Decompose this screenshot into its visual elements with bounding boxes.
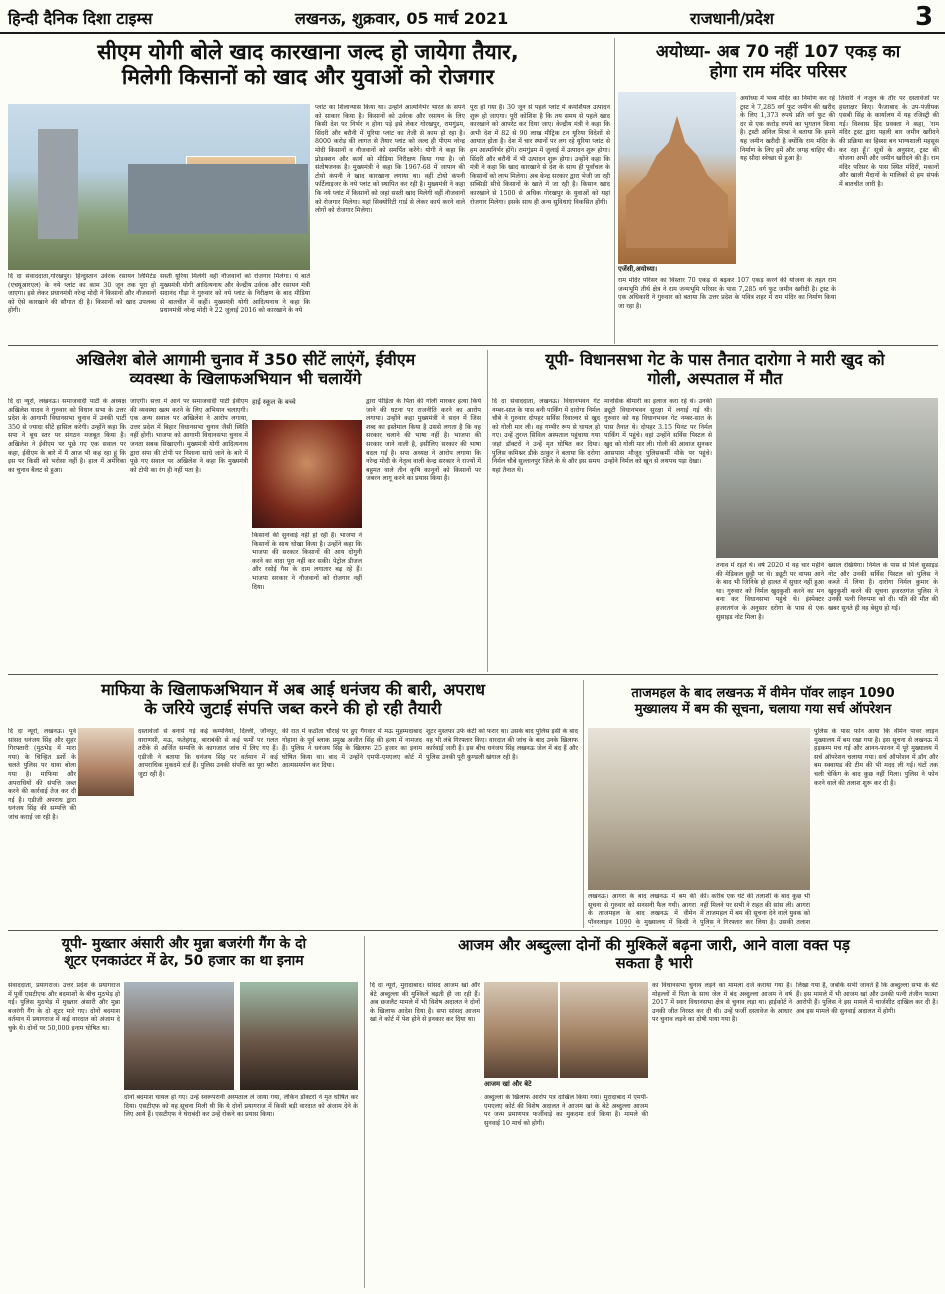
story8-col3: का विधानसभा चुनाव लड़ने का मामला दर्ज कराया गया है। मोहल्लों में पिता के साथ जेल में बंद अब्दुल्ला आजम ने वर्ष 2017 में स्वार विधानसभा क्षेत्र से चुनाव लड़ा था। हाईकोर्ट ने उनकी जीत निरस्त कर दी थी। उन्हें फर्जी दस्तावेज के आधार पर चुनाव लड़ने का दोषी पाया गया है। (652, 982, 792, 1024)
story1-col1: दि दा संवाददाता,गोरखपुर। हिन्दुस्तान उर्वरक रसायन लिमिटेड (एचयूआरएल) के नये प्लांट का काम 30 जून तक पूरा हो जाएगा। इसे लेकर प्रधानमंत्री नरेन्द्र मोदी ने किसानों और नौजवानों को ऐसे कारखाने की सौगात दी है। किसानों को खाद उपलब्ध होगी। (8, 273, 156, 315)
story4-col4: ख्याल रखियेगा। निर्मल के पास से मिले सुसाइड नोट और उनकी सर्विस पिस्टल को पुलिस ने कब्जे में लिया है। दारोगा निर्मल कुमार के खुदकुशी करने की सूचना हजरतगंज पुलिस ने उनकी पत्नी निरुपमा को दी। पति की मौत की खबर सुनते ही वह बेसुध हो गईं। (828, 562, 938, 612)
story6-headline (588, 686, 938, 717)
story1-headline-line2: मिलेगी किसानों को खाद और युवाओं को रोजगार (121, 65, 495, 90)
story1-col4: पूरा हो गया है। 30 जून से पहले प्लांट में कमर्शियल उत्पादन शुरू हो जाएगा। पूरी कोशिश है कि तय समय से पहले खाद कारखाने को आपरेट कर दिया जाए। केन्द्रीय मंत्री ने कहा कि अभी देश में 82 से 90 लाख मीट्रिक टन यूरिया विदेशों से आयात होता है। देश में चार स्थानों पर लग रहे यूरिया प्लांट से हम आत्मनिर्भर होंगे। रामगुंडम में जुलाई में उत्पादन शुरू होगा। सिंदरी और बरौनी में भी उत्पादन शुरू होगा। उन्होंने कहा कि मंत्री ने कहा कि खाद कारखाने से देश के साथ ही पूर्वांचल के किसानों को लाभ मिलेगा। अब केन्द्र सरकार द्वारा भेजी जा रही सब्सिडी सीधे किसानों के खाते में जा रही है। किसान खाद कारखाने से 1500 से अधिक गोरखपुर के युवाओं को यहां रोजगार मिलेगा। इसके साथ ही अन्य सुविधाएं विकसित होंगी। (470, 104, 610, 206)
story6-col3: पुलिस के पास फोन आया कि वीमेन पावर लाइन मुख्यालय में बम रखा गया है। इस सूचना से लखनऊ में हड़कम्प मच गई और आनन-फानन में पूरे मुख्यालय में सर्च ऑपरेशन चलाया गया। सर्च ऑपरेशन में डॉग और बम स्क्वायड की टीम की भी मदद ली गई। घंटों तक चली चेकिंग के बाद कुछ नहीं मिला। पुलिस ने फोन करने वाले की तलाश शुरू कर दी है। (814, 728, 938, 787)
akhilesh-photo (252, 420, 362, 528)
story6-headline-line2: मुख्यालय में बम की सूचना, चलाया गया सर्च ऑपरेशन (634, 701, 892, 717)
section-rule-3 (8, 930, 938, 931)
story4-headline-line2: गोली, अस्पताल में मौत (647, 369, 783, 389)
story7-headline (8, 936, 360, 970)
story8-image-caption: आजम खां और बेटे (484, 1080, 532, 1088)
story4-headline (492, 350, 938, 388)
office-photo (588, 728, 810, 890)
story3-image-caption: हाई स्कूल के बच्चे (252, 398, 296, 406)
section-label: राजधानी/प्रदेश (690, 9, 774, 28)
story7-col2: दोनों बदमाश घायल हो गए। उन्हें स्वरूपरानी अस्पताल ले जाया गया, लेकिन डॉक्टरों ने मृत घोषित कर दिया। एसटीएफ को यह सूचना मिली थी कि ये दोनों प्रयागराज में किसी बड़ी वारदात को अंजाम देने के लिए आये हैं। एसटीएफ ने घेराबंदी कर उन्हें रोकने का प्रयास किया। (124, 1094, 358, 1119)
story4-col3: तनाव में रहते थे। वर्ष 2020 में वह चार महीने की मेडिकल छुट्टी पर थे। ड्यूटी पर वापस आने के बाद भी जिनिके हो हालत में सुधार नहीं हुआ था। गुरुवार को निर्मल खुदकुशी करने का मन बना कर विधानसभा पहुंचे थे। इंस्पेक्टर हजरतगंज के अनुसार दरोगा के पास से एक सुसाइड नोट मिला है। (716, 562, 824, 621)
story4-col1: दि दा संवाददाता, लखनऊ। विधानभवन गेट नम्बर-सात के पास बनी पार्किंग में दारोगा निर्मल चौबे ने गुरुवार दोपहर सर्विस रिवाल्वर से खुद को गोली मार ली। वह गम्भीर रूप से घायल हो गए। उन्हें तुरन्त सिविल अस्पताल पहुंचाया गया जहां डॉक्टरों ने उन्हें मृत घोषित कर दिया। पुलिस कमिश्नर डीके ठाकुर ने बताया कि दरोगा निर्मल चौबे सुल्तानपुर जिले के थे और इस समय यहां तैनात थे। (492, 398, 600, 474)
section-rule-1 (8, 345, 938, 346)
story8-col1: दि दा न्यूरो, मुरादाबाद। सांसद आजम खां और बेटे अब्दुल्ला की मुश्किलें बढ़ती ही जा रही हैं। अब छजलैट मामले में भी विशेष अदालत ने दोनों के खिलाफ आदेश दिया है। सपा सांसद आजम खां ने कोर्ट में पेश होने से इनकार कर दिया था। (370, 982, 480, 1024)
story5-headline (8, 680, 578, 718)
ram-temple-photo (618, 92, 736, 264)
story1-headline (8, 40, 608, 90)
paper-name: हिन्दी दैनिक दिशा टाइम्स (8, 9, 153, 28)
shooter2-photo (240, 982, 358, 1090)
story3-col3: द्वारा पीड़िता के पिता की गोली मारकर हत्या किये जाने की घटना पर राजनीति करने का आरोप लगाया। उन्होंने कहा मुख्यमंत्री ने सदन में जिस शब्द का इस्तेमाल किया है उससे लगता है कि वह सरकार चलाने की भाषा नहीं है। भाजपा की सरकार जाने वाली है, इसीलिए सरकार की भाषा बदल गई है। सपा अध्यक्ष ने आरोप लगाया कि नरेन्द्र मोदी के नेतृत्व वाली केन्द्र सरकार ने राज्यों में बहुमत वाले तीन कृषि कानूनों को किसानों पर जबरन लागू करने का प्रयास किया है। (366, 398, 481, 483)
temple-model-shape (626, 116, 728, 248)
story2-col-bottom: राम मंदिर परिसर का विस्तार 70 एकड़ से बढ़कर 107 एकड़ करने की योजना के तहत राम जन्मभूमि तीर्थ क्षेत्र ने राम जन्मभूमि परिसर के पास 7,285 वर्ग फुट जमीन खरीदी है। ट्रस्ट के एक अधिकारी ने गुरुवार को बताया कि उत्तर प्रदेश के पवित्र शहर में राम मंदिर का निर्माण किया जा रहा है। (618, 277, 836, 310)
story8-col4: लिखा गया है, जबकि सभी जानते हैं कि अब्दुल्ला सभा के बेटे हैं। इस मामले में भी आजम खां और उनकी पत्नी तंजीन फात्मा आरोपी हैं। पुलिस ने इस मामले में चार्जशीट दाखिल कर दी है। अब इस मामले की सुनवाई अदालत में होगी। (796, 982, 938, 1015)
story8-headline-line2: सकता है भारी (615, 954, 693, 972)
story7-headline-line1: यूपी- मुख्तार अंसारी और मुन्ना बजरंगी गैंग के दो (61, 936, 307, 952)
column-divider (487, 350, 488, 672)
story3-col4: किसानों की सुनवाई नहीं हो रही है। भाजपा ने किसानों के साथ धोखा किया है। उन्होंने कहा कि भाजपा की सरकार किसानों की आय दोगुनी करने का वादा पूरा नहीं कर सकी। पेट्रोल डीजल और रसोई गैस के दाम लगातार बढ़ रहे हैं। भाजपा सरकार ने नौजवानों को रोजगार नहीं दिया। (252, 532, 362, 591)
story3-headline-line1: अखिलेश बोले आगामी चुनाव में 350 सीटें लाएंगें, ईवीएम (75, 350, 416, 369)
story4-headline-line1: यूपी- विधानसभा गेट के पास तैनात दारोगा ने मारी खुद को (545, 350, 885, 369)
story1-col2: सस्ती यूरिया मिलेगी वहीं नौजवानों को रोजगार मिलेगा। ये बातें मुख्यमंत्री योगी आदित्यनाथ और केन्द्रीय उर्वरक और रसायन मंत्री सदानंद गौड़ा ने गुरुवार को नये प्लांट के निरीक्षण के बाद मीडिया से बातचीत में कहीं। मुख्यमंत्री योगी आदित्यनाथ ने कहा कि प्रधानमंत्री नरेन्द्र मोदी ने 22 जुलाई 2016 को कारखाने के नये (160, 273, 310, 315)
story5-col4: शूटर मुस्तफा उर्फ कंटी को फरार था। उसके बाद पुलिस इसी के बाद वह भी लंबे गिरफ्तार किए। वारदात की जांच के बाद उनके खिलाफ कार्रवाई जारी है। इस बीच धनंजय सिंह लखनऊ जेल में बंद हैं और पुलिस उनकी पूरी कुण्डली खंगाल रही है। (426, 728, 578, 761)
dateline: लखनऊ, शुक्रवार, 05 मार्च 2021 (295, 9, 509, 28)
dhananjay-portrait (78, 728, 134, 796)
story3-headline-line2: व्यवस्था के खिलाफअभियान भी चलायेंगे (129, 369, 362, 389)
story5-col2: दस्तावेजों से बनाये गई कई कम्पनियां, दिल्ली, जौनपुर, वाराणसी, मऊ, फतेहगढ़, बाराबंकी से कई फर्मों पर गलत तरीके से अर्जित सम्पत्ति के कागजात जांच में लिए गए हैं। एडीजी ने बताया कि धनंजय सिंह पर वर्तमान में कई आपराधिक मुकदमे दर्ज हैं। पुलिस उनकी संपत्ति का पूरा ब्यौरा जुटा रही है। (138, 728, 278, 778)
story2-headline-line1: अयोध्या- अब 70 नहीं 107 एकड़ का (655, 42, 901, 62)
factory-photo (8, 104, 310, 270)
story2-headline (618, 42, 938, 83)
story3-headline (8, 350, 483, 388)
section-rule-2 (8, 674, 938, 675)
story7-headline-line2: शूटर एनकाउंटर में ढेर, 50 हजार का था इनाम (64, 952, 304, 969)
story1-headline-line1: सीएम योगी बोले खाद कारखाना जल्द हो जायेगा तैयार, (97, 40, 519, 64)
story2-col2: तिवारी ने नजूल के तौर पर दस्तावेजों पर हस्ताक्षर किए। फैजाबाद के उप-पंजीयक एसबी सिंह के कार्यालय में यह रजिस्ट्री की गई। विश्वास हिंद प्रवक्ता ने कहा, 'राम मंदिर ट्रस्ट द्वारा पहली बार जमीन खरीदने की प्रक्रिया का हिस्सा बन भाग्यशाली महसूस कर रहा हूँ।' सूत्रों के अनुसार, ट्रस्ट की योजना अभी और जमीन खरीदने की है। राम मंदिर परिसर के पास स्थित मंदिरों, मकानों और खाली मैदानों के मालिकों से हम संपर्क में बातचीत जारी है। (839, 95, 939, 188)
story2-headline-line2: होगा राम मंदिर परिसर (709, 62, 847, 83)
yogi-inset-photo (186, 156, 296, 220)
story5-headline-line1: माफिया के खिलाफअभियान में अब आई धनंजय की बारी, अपराध (101, 680, 485, 699)
story6-col2: की। करीब एक घंटे की तलाशी के बाद कुछ भी नहीं मिलने पर सभी ने राहत की सांस ली। आगरा में ताजमहल में बम की सूचना देने वाले युवक को पुलिस ने गिरफ्तार कर लिया है। उसकी तलाश (700, 893, 810, 926)
masthead (0, 0, 945, 34)
story2-image-caption: एजेंसी,अयोध्या। (618, 265, 658, 273)
story8-headline (370, 936, 938, 972)
story5-headline-line2: के जरिये जुटाई संपत्ति जब्त करने की हो रही तैयारी (144, 699, 442, 719)
story2-col1: अयोध्या में भव्य मंदिर का निर्माण कर रहे ट्रस्ट ने 7,285 वर्ग फुट जमीन की खरीद के लिए 1,373 रुपये प्रति वर्ग फुट की दर से एक करोड़ रुपये का भुगतान किया है। ट्रस्टी अनिल मिश्रा ने बताया कि हमने यह जमीन खरीदी है क्योंकि राम मंदिर के निर्माण के लिए हमें और जगह चाहिए थी। यह सौदा स्वेच्छा से हुआ है। (740, 95, 835, 163)
abdullah-photo (560, 982, 648, 1078)
story6-headline-line1: ताजमहल के बाद लखनऊ में वीमेन पॉवर लाइन 1090 (631, 686, 895, 701)
column-divider (364, 936, 365, 1288)
page-number: 3 (914, 2, 934, 32)
story8-headline-line1: आजम और अब्दुल्ला दोनों की मुश्किलें बढ़ना जारी, आने वाला वक्त पड़ (458, 936, 850, 954)
story4-col2: मानसिक बीमारी का इलाज करा रहे थे। उनकी ड्यूटी विधानभवन सुरक्षा में लगाई गई थी। गुरुवार को यह विधानभवन गेट नम्बर-सात के पास तैनात थे। दोपहर 3.15 मिनट पर निर्मल पार्किंग में पहुंचे। वहां उन्होंने सर्विस पिस्टल से खुद को गोली मार ली। गोली की आवाज सुनकर आसपास मौजूद पुलिसकर्मी मौके पर पहुंचे। उन्होंने निर्मल को खून से लथपथ पड़ा देखा। (604, 398, 712, 466)
column-divider (583, 680, 584, 928)
story3-col1: दि दा न्यूरो, लखनऊ। समाजवादी पार्टी के अध्यक्ष अखिलेश यादव ने गुरुवार को विधान सभा के उत्तर प्रदेश के आगामी विधानसभा चुनाव में उनकी पार्टी 350 से ज्यादा सीटें हासिल करेगी। उन्होंने कहा कि सपा ने बूथ स्तर पर संगठन मजबूत किया है। अखिलेश ने ईवीएम पर पूछे गए एक सवाल पर कहा, ईवीएम के बारे में मैं आज भी कह रहा हूं कि इस पर किसी को भरोसा नहीं है। हाल में अमेरिका का चुनाव बैलट से हुआ। (8, 398, 126, 474)
hospital-photo (716, 398, 938, 558)
azam-photo (484, 982, 558, 1078)
shooter1-photo (124, 982, 234, 1090)
column-divider (614, 38, 615, 344)
story7-col1: संवाददाता, प्रयागराज। उत्तर प्रदेश के प्रयागराज में पूर्वी एसटीएफ और बदमाशों के बीच मुठभेड़ हो गई। पुलिस मुठभेड़ में मुख्तार अंसारी और मुन्ना बजरंगी गैंग के दो शूटर मारे गए। दोनों बदमाश वर्तमान में प्रयागराज में कई वारदात को अंजाम दे चुके थे। दोनों पर 50,000 इनाम घोषित था। (8, 982, 120, 1032)
story5-col1: दि दा न्यूरो, लखनऊ। पूर्व सांसद धनंजय सिंह और सुहर गिरफ्तारी (मुठभेड़ में मारा गया) के चिन्हित डर्शो के चलते पुलिस पर धावा बोला गया है। माफिया और अपराधियों की संपत्ति जब्त करने की कार्रवाई तेज कर दी गई है। एडीजी अपराध द्वारा धनंजय सिंह की सम्पत्ति की जांच कराई जा रही है। (8, 728, 76, 821)
story1-col3: प्लांट का शिलान्यास किया था। उन्होंने आत्मनिर्भर भारत के सपने को साकार किया है। किसानों को उर्वरक और रसायन के लिए किसी देश पर निर्भर न होना पड़े इसे लेकर गोरखपुर, रामगुंडम, सिंदरी और बरौनी में यूरिया प्लांट का तेजी से काम हो रहा है। 8000 करोड़ की लागत से तैयार प्लांट को जल्द ही पीएम नरेन्द्र मोदी किसानों व नौजवानों को समर्पित करेंगे। योगी ने कहा कि प्रोडक्शन और कार्य को मीडिया निरीक्षण किया गया है। जो संतोषजनक है। मुख्यमंत्री ने कहा कि 1967-68 में जापान की टोयो कंपनी ने खाद कारखाना लगाया था। वहीं टोयो कंपनी फर्टिलाइजर के नये प्लांट को स्थापित कर रही है। मुख्यमंत्री ने कहा कि नये प्लांट में किसानों को जहां सस्ती खाद मिलेगी वहीं नौजवानों को रोजगार मिलेगा। यहां सिक्योरिटी गार्ड से लेकर कार्य करने वाले लोगों को रोजगार मिलेगा। (315, 104, 465, 215)
story5-col3: की रात में कठौता चौराहे पर हुए गैंगवार में मऊ मुहम्मदाबाद गोहाना के पूर्व ब्लाक प्रमुख अजीत सिंह की हत्या में नामजद हैं। पुलिस ने धनंजय सिंह के खिलाफ 25 हजार का इनाम घोषित किया था। बाद में उन्होंने एमपी-एमएलए कोर्ट में आत्मसमर्पण कर दिया। (282, 728, 422, 770)
story6-col1: लखनऊ। आगरा के बाद लखनऊ में बम की सूचना से गुरुवार को सनसनी फैल गयी। आगरा के ताजमहल के बाद लखनऊ में वीमेन पॉवरलाइन 1090 के मुख्यालय में किसी ने (588, 893, 696, 926)
story3-col2: जाएगी। सत्ता में आने पर समाजवादी पार्टी ईवीएम की व्यवस्था खत्म करने के लिए अभियान चलाएगी। एक अन्य सवाल पर अखिलेश ने आरोप लगाया, उत्तर प्रदेश में बिहार विधानसभा चुनाव जैसी स्थिति नहीं होगी। भाजपा को आगामी विधानसभा चुनाव में जनता सबक सिखाएगी। मुख्यमंत्री योगी आदित्यनाथ द्वारा सपा की टोपी पर निशाना साधे जाने के बारे में पूछे गए सवाल पर अखिलेश ने कहा कि मुख्यमंत्री को टोपी का रंग ही नहीं पता है। (130, 398, 248, 474)
story8-col2: अब्दुल्ला के खिलाफ आरोप पत्र दाखिल किया गया। मुरादाबाद में एमपी-एमएलए कोर्ट की विशेष अदालत ने आजम खां के बेटे अब्दुल्ला आजम पर जन्म प्रमाणपत्र फर्जीवाड़े का मुकदमा दर्ज किया है। मामले की सुनवाई 10 मार्च को होगी। (484, 1094, 648, 1127)
